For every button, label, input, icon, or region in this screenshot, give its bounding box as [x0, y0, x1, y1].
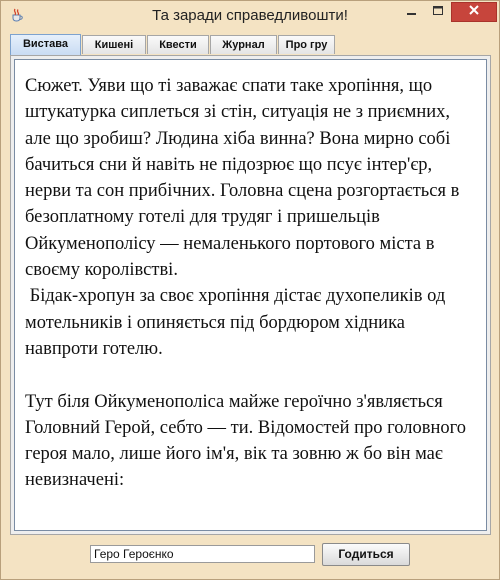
close-button[interactable]	[451, 2, 497, 22]
window-title: Та заради справедливошти!	[152, 7, 348, 24]
maximize-button[interactable]	[425, 2, 451, 22]
tab-vystava[interactable]: Вистава	[10, 34, 81, 55]
story-text-area[interactable]: Сюжет. Уяви що ті заважає спати таке хропіння, що штукатурка сиплеться зі стін, ситуація не з приємних, але що зробиш? Людина хіба винна? Вона мирно собі бачиться сни й навіть не підозрює що псує інтер'єр, нерви та сон прибічних. Головна сцена розгортається в безоплатному готелі для трудяг і пришельців Ойкуменополісу — немаленького портового міста в своєму королівстві. Бідак-хропун за своє хропіння дістає духопеликів од мотельників і опиняється під бордюром хідника навпроти готелю. Тут біля Ойкуменополіса майже героїчно з'являється Головний Герой, себто — ти. Відомостей про головного героя мало, лише його ім'я, вік та зовню ж бо він має невизначені:	[14, 59, 487, 531]
minimize-icon	[407, 3, 417, 21]
minimize-button[interactable]	[399, 2, 425, 22]
maximize-icon	[433, 3, 443, 21]
bottom-bar	[1, 539, 499, 579]
hero-name-input[interactable]	[90, 545, 315, 563]
tab-panel	[10, 55, 491, 535]
tab-zhurnal[interactable]: Журнал	[210, 35, 277, 54]
close-icon	[468, 3, 480, 21]
tab-kysheni[interactable]: Кишені	[82, 35, 146, 54]
tab-kvesty[interactable]: Квести	[147, 35, 209, 54]
tab-pro-hru[interactable]: Про гру	[278, 35, 335, 54]
submit-button[interactable]: Годиться	[322, 543, 410, 566]
title-bar[interactable]	[1, 1, 499, 31]
